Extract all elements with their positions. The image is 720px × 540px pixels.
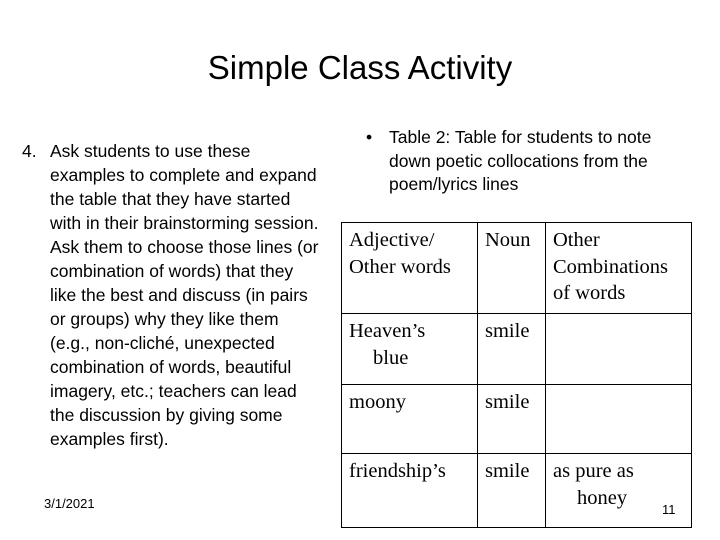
header-adjective <box>342 223 478 314</box>
cell-other <box>546 314 692 385</box>
bullet-icon: • <box>366 127 373 147</box>
table-caption-text: Table 2: Table for students to note down poetic collocations from the poem/lyrics lines <box>389 127 652 194</box>
header-noun: Noun <box>478 223 546 314</box>
table-header-row <box>342 223 692 314</box>
cell-noun: smile <box>478 454 546 528</box>
header-other-line1: Other <box>553 229 600 251</box>
list-number: 4. <box>22 141 37 161</box>
cell-noun: smile <box>478 314 546 385</box>
cell-adjective: friendship’s <box>342 454 478 528</box>
cell-other-line1: as pure as <box>553 460 634 482</box>
cell-adjective <box>342 314 478 385</box>
header-other <box>546 223 692 314</box>
instruction-text: Ask students to use these examples to complete and expand the table that they have started with in their brainstorming session. Ask them to choose those lines (or combination of words) that they like the best and discuss (in pairs or groups) why they like them (e.g., non-cliché, unexpected combination of words, beautiful imagery, etc.; teachers can lead the discussion by giving some examples first). <box>50 141 319 449</box>
header-other-line2: Combinations <box>553 255 669 278</box>
table-row <box>342 454 692 528</box>
cell-other-line2: honey <box>577 486 628 509</box>
header-adjective-line2: Other words <box>349 255 451 278</box>
table-row <box>342 385 692 454</box>
table-row <box>342 314 692 385</box>
cell-adjective-line1: Heaven’s <box>349 320 426 342</box>
activity-instruction <box>22 139 322 451</box>
cell-noun: smile <box>478 385 546 454</box>
page-number: 11 <box>662 502 676 517</box>
slide-title: Simple Class Activity <box>207 49 513 86</box>
cell-adjective-line2: blue <box>373 346 409 369</box>
header-other-line3: of words <box>553 282 626 304</box>
cell-other <box>546 385 692 454</box>
cell-adjective: moony <box>342 385 478 454</box>
collocation-table <box>341 222 692 528</box>
header-adjective-line1: Adjective/ <box>349 229 435 251</box>
table-caption-bullet <box>366 126 666 197</box>
slide-date: 3/1/2021 <box>44 496 95 511</box>
